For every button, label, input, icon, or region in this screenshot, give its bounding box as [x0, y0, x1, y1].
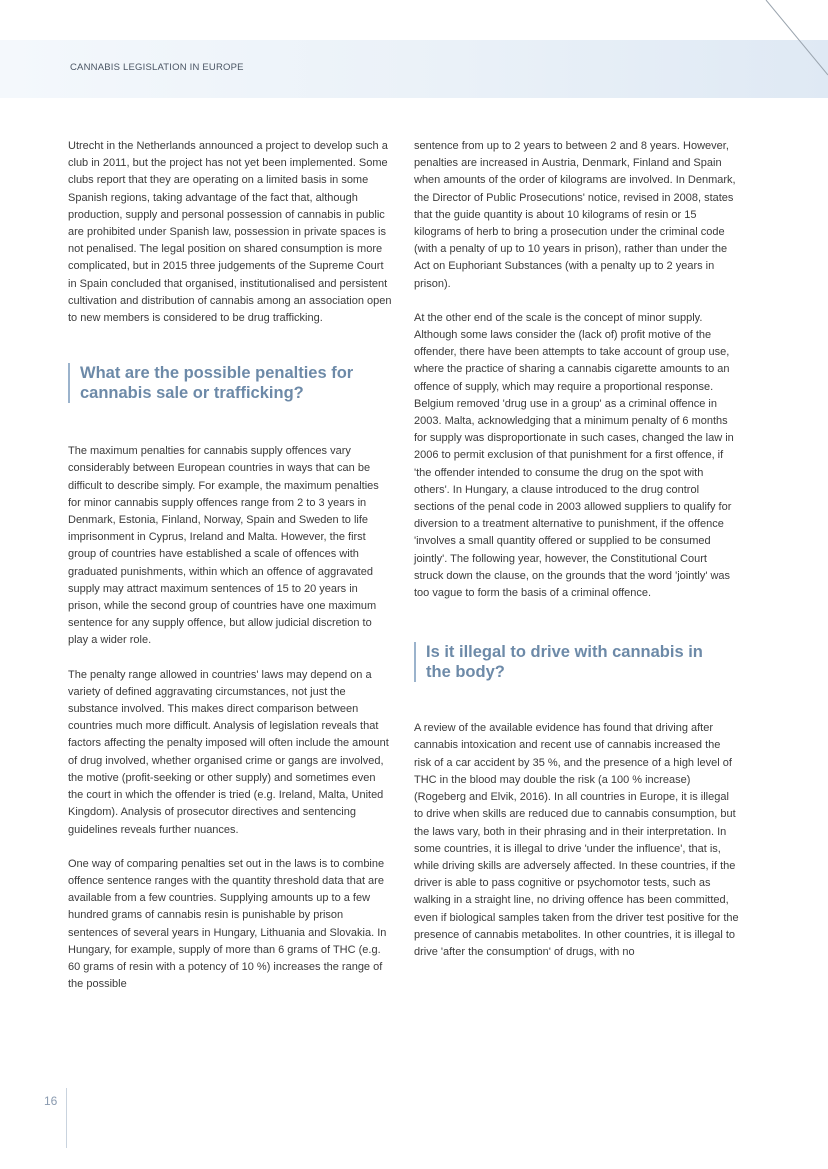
- left-column: [68, 138, 393, 1010]
- paragraph: One way of comparing penalties set out in the laws is to combine offence sentence ranges with the quantity threshold data that are available from a few countries. Supplying amounts up to a few hundred grams of cannabis resin is punishable by prison sentences of several years in Hungary, Lithuania and Slovakia. In Hungary, for example, supply of more than 6 grams of THC (e.g. 60 grams of resin with a potency of 10 %) increases the range of the possible: [68, 857, 387, 991]
- heading-accent-bar: [68, 363, 70, 403]
- section-heading: [414, 642, 739, 682]
- page-number: 16: [44, 1094, 58, 1108]
- heading-text: What are the possible penalties for cannabis sale or trafficking?: [80, 364, 354, 403]
- paragraph: The maximum penalties for cannabis supply offences vary considerably between European countries in ways that can be difficult to describe simply. For example, the maximum penalties for minor cannabis supply offences range from 2 to 3 years in Denmark, Estonia, Finland, Norway, Spain and Sweden to life imprisonment in Cyprus, Ireland and Malta. However, the first group of countries have established a scale of offences with graduated punishments, within which an offence of aggravated supply may attract maximum sentences of 15 to 20 years in prison, while the second group of countries have one maximum sentence for any supply offence, but allow judicial discretion to play a wider role.: [68, 445, 379, 647]
- section-heading: [68, 363, 393, 403]
- heading-text: Is it illegal to drive with cannabis in the body?: [426, 643, 703, 682]
- paragraph: Utrecht in the Netherlands announced a project to develop such a club in 2011, but the project has not yet been implemented. Some clubs report that they are operating on a limited basis in some Spanish regions, taking advantage of the fact that, although production, supply and personal possession of cannabis in public are prohibited under Spanish law, possession in private spaces is not penalised. The legal position on shared consumption is more complicated, but in 2015 three judgements of the Supreme Court in Spain concluded that organised, institutionalised and persistent cultivation and distribution of cannabis among an association open to new members is considered to be drug trafficking.: [68, 140, 392, 325]
- paragraph: At the other end of the scale is the concept of minor supply. Although some laws consider the (lack of) profit motive of the offender, there have been attempts to take account of group use, where the practice of sharing a cannabis cigarette amounts to an offence of supply, which may require a proportional response. Belgium removed 'drug use in a group' as a criminal offence in 2003. Malta, acknowledging that a minimum penalty of 6 months for supply was disproportionate in such cases, changed the law in 2006 to permit exclusion of that punishment for a first offence, if 'the offender intended to consume the drug on the spot with others'. In Hungary, a clause introduced to the drug control sections of the penal code in 2003 allowed suppliers to qualify for diversion to a treatment alternative to punishment, if the offence 'involves a small quantity offered or supplied to be consumed jointly'. The following year, however, the Constitutional Court struck down the clause, on the grounds that the word 'jointly' was too vague to form the basis of a criminal offence.: [414, 311, 734, 600]
- paragraph: sentence from up to 2 years to between 2 and 8 years. However, penalties are increased in Austria, Denmark, Finland and Spain when amounts of the order of kilograms are involved. In Denmark, the Director of Public Prosecutions' notice, revised in 2008, states that the guide quantity is about 10 kilograms of resin or 15 kilograms of herb to bring a prosecution under the criminal code (with a penalty of up to 10 years in prison), rather than under the Act on Euphoriant Substances (with a penalty up to 2 years in prison).: [414, 140, 736, 290]
- paragraph: The penalty range allowed in countries' laws may depend on a variety of defined aggravating circumstances, not just the substance involved. This makes direct comparison between countries much more difficult. Analysis of legislation reveals that factors affecting the penalty imposed will often include the amount of drug involved, whether organised crime or gangs are involved, the motive (profit-seeking or other supply) and sometimes even the court in which the offender is tried (e.g. Ireland, Malta, United Kingdom). Analysis of prosecutor directives and sentencing guidelines reveals further nuances.: [68, 668, 389, 836]
- paragraph: A review of the available evidence has found that driving after cannabis intoxication and recent use of cannabis increased the risk of a car accident by 35 %, and the presence of a high level of THC in the blood may double the risk (a 100 % increase) (Rogeberg and Elvik, 2016). In all countries in Europe, it is illegal to drive when skills are reduced due to cannabis consumption, but the laws vary, both in their phrasing and in their interpretation. In some countries, it is illegal to drive 'under the influence', that is, while driving skills are adversely affected. In these countries, if the driver is able to pass cognitive or psychomotor tests, such as walking in a straight line, no driving offence has been committed, even if biological samples taken from the driver test positive for the presence of cannabis metabolites. In other countries, it is illegal to drive 'after the consumption' of drugs, with no: [414, 722, 739, 958]
- page-number-rule: [66, 1088, 67, 1148]
- heading-accent-bar: [414, 642, 416, 682]
- running-head: CANNABIS LEGISLATION IN EUROPE: [70, 62, 244, 73]
- corner-decoration: [748, 0, 828, 80]
- right-column: [414, 138, 739, 978]
